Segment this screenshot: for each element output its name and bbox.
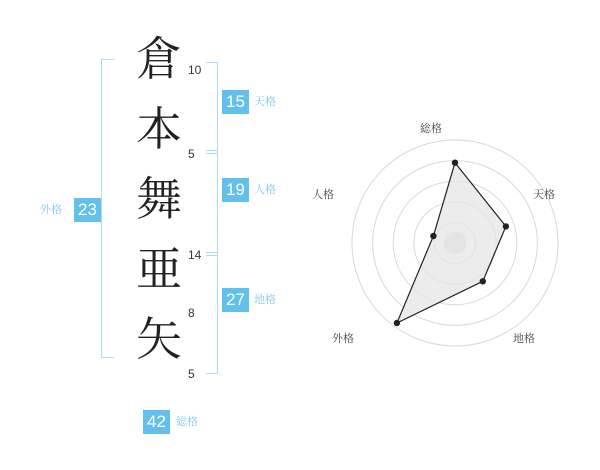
radar-chart-svg <box>310 0 600 470</box>
tenkaku-value-badge: 15 <box>222 90 249 114</box>
jinkaku-bracket <box>206 150 218 256</box>
radar-axis-label-soukaku: 総格 <box>420 123 442 135</box>
radar-series <box>394 160 509 327</box>
radar-chart <box>310 0 600 470</box>
kanji-char-5: 矢 <box>136 312 182 366</box>
radar-axis-label-gaikaku: 外格 <box>332 333 354 345</box>
jinkaku-label: 人格 <box>254 184 276 196</box>
soukaku-value-badge: 42 <box>143 410 170 434</box>
stroke-count-3: 14 <box>188 248 202 262</box>
gaikaku-bracket <box>101 59 114 358</box>
jinkaku-value-badge: 19 <box>222 178 249 202</box>
tenkaku-label: 天格 <box>254 96 276 108</box>
kanji-char-3: 舞 <box>136 172 182 226</box>
gaikaku-label: 外格 <box>40 204 62 216</box>
radar-axis-label-chikaku: 地格 <box>513 333 535 345</box>
chikaku-value-badge: 27 <box>222 288 249 312</box>
stroke-count-4: 8 <box>188 306 195 320</box>
stroke-count-2: 5 <box>188 147 195 161</box>
stroke-count-1: 10 <box>188 63 202 77</box>
gaikaku-value-badge: 23 <box>74 198 101 222</box>
kanji-char-2: 本 <box>136 102 182 156</box>
chikaku-bracket <box>206 252 218 374</box>
stroke-count-5: 5 <box>188 367 195 381</box>
radar-axis-label-tenkaku: 天格 <box>533 189 555 201</box>
kanji-column <box>128 24 190 374</box>
kanji-char-4: 亜 <box>136 242 182 296</box>
soukaku-label: 総格 <box>176 416 198 428</box>
kanji-char-1: 倉 <box>136 32 182 86</box>
chikaku-label: 地格 <box>254 294 276 306</box>
radar-axis-label-jinkaku: 人格 <box>312 189 334 201</box>
tenkaku-bracket <box>206 62 218 154</box>
